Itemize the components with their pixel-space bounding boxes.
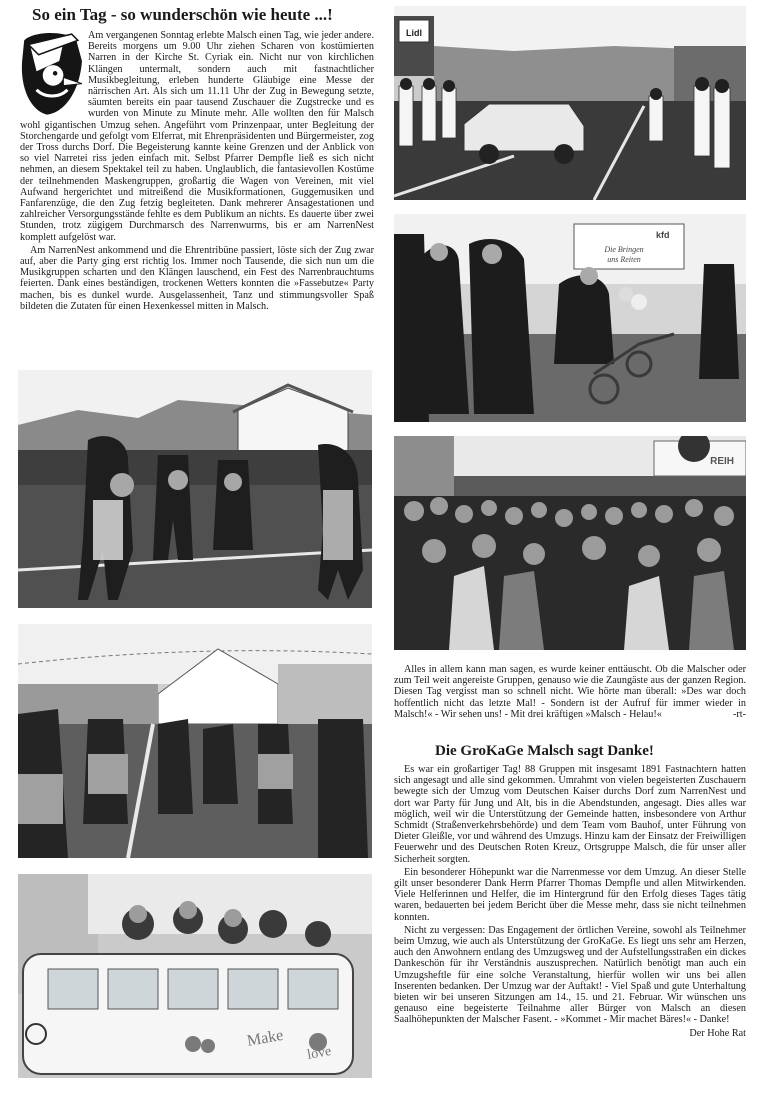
photo-parade-car-guards bbox=[394, 6, 746, 200]
thanks-signature: Der Hohe Rat bbox=[689, 1027, 746, 1039]
photo-parade-jesters bbox=[18, 370, 372, 608]
thanks-paragraph-3: Nicht zu vergessen: Das Engagement der örtlichen Vereine, sowohl als Teilnehmer beim Umzug, wie auch als Unterstützung der GroKaGe. Es liegt uns sehr am Herzen, auch den Anwohnern entlang des Umzugsweg und der Aufstellungsstraßen ein dickes Dankeschön für ihr Verständnis auszusprechen. Natürlich benötigt man auch ein Umzugsheftle für eine solche Veranstaltung, hierfür wollen wir uns bei allen Inserenten bedanken. Der Umzug war der Auftakt! - Viel Spaß und gute Unterhaltung bieten wir bei unseren Sitzungen am 14., 15. und 21. Februar. Wir wünschen uns genauso eine begeisterte Teilnahme aller Bürger von Malsch an diesen Saalhöhepunkten der Malscher Fasent. - »Kommet - Mir machet Bäres!« - Danke! bbox=[394, 924, 746, 1026]
article-paragraph-2: Am NarrenNest ankommend und die Ehrentribüne passiert, löste sich der Zug zwar auf, aber die Party ging erst richtig los. Immer noch Tausende, die sich nun um die Musikgruppen scharten und den Klängen lauschend, ein Fest des Narrenbrauchtums feierten. Dank eines beständigen, trockenen Wetters konnten die »Fassebutze« Party machen, bis es dunkel wurde. Ausgelassenheit, Tanz und stimmungsvoller Spaß bildeten die Zutaten für einen Hexenkessel mitten in Malsch. bbox=[20, 244, 374, 312]
article-paragraph-1: Am vergangenen Sonntag erlebte Malsch einen Tag, wie jeder andere. Bereits morgens um 9.00 Uhr ziehen Scharen von kostümierten Narren in der Kirche St. Cyriak ein. Nicht nur von kirchlichen Klängen untermalt, sondern auch mit fastnachtlicher Musikbegleitung, erleben hunderte Gläubige eine Messe der närrischen Art. Als sich um 11.11 Uhr der Zug in Bewegung setzte, säumten bereits ein paar tausend Zuschauer die Zugstrecke und es wurden von Minute zu Minute mehr. Alle wollten den für Malsch wohl gigantischen Umzug sehen. Angeführt vom Prinzenpaar, unter Begleitung der Storchengarde und gefolgt vom Elferrat, mit Ehrenpräsidenten und Bürgermeister, zog der Tross durchs Dorf. Die Begeisterung kannte keine Grenzen und der Anblick von so viel Narretei riss jeden einfach mit. Selbst Pfarrer Dempfle ließ es sich nicht nehmen, an diesem Spektakel teil zu haben. Unglaublich, die fantasievollen Kostüme der teilnehmenden Maskengruppen, großartig die Wagen von Vereinen, mit viel Aufwand hergerichtet und mitreißend die Musikformationen, Guggemusiken und Fanfarenzüge, die den Zug fetzig begleiteten. Dank mehrerer Ansagestationen und zahlreicher Versorgungsstände fehlte es dem Publikum an nichts. Es dauerte über zwei Stunden, trotz zügigem Durchmarsch des Narrenwurms, bis er am NarrenNest komplett aufgelöst war. bbox=[20, 30, 374, 243]
conclusion-block bbox=[394, 664, 746, 722]
bus-lettering: Make bbox=[245, 1026, 285, 1050]
photo-parade-witches bbox=[18, 624, 372, 858]
photo-wagon-banner bbox=[394, 214, 746, 422]
kfd-sign: kfd bbox=[656, 230, 670, 240]
thanks-paragraph-1: Es war ein großartiger Tag! 88 Gruppen mit insgesamt 1891 Fastnachtern hatten sich angesagt und alle sind gekommen. Umrahmt von vielen begeisterten Zuschauern bewegte sich der Umzug vom Deutschen Kaiser durchs Dorf zum NarrenNest und dort war Party für Jung und Alt, bis in die Abendstunden, angesagt. Dies alles war möglich, weil wir die Unterstützung der Gemeinde hatten, insbesondere von Arthur Schmidt (Straßenverkehrsbehörde) und dem Team vom Bauhof, unter Führung von Dieter Gleißle, vor und während des Umzugs. Hinzu kam der Einsatz der Freiwilligen Feuerwehr und des Deutschen Roten Kreuz, Ortsgruppe Malsch, die für unser aller Sicherheit sorgten. bbox=[394, 764, 746, 865]
bus-lettering-2: love bbox=[306, 1043, 333, 1063]
article-title: So ein Tag - so wunderschön wie heute ...! bbox=[32, 5, 333, 24]
lidl-sign: Lidl bbox=[406, 28, 422, 38]
conclusion-author: -rt- bbox=[732, 708, 746, 720]
thanks-paragraph-2: Ein besonderer Höhepunkt war die Narrenmesse vor dem Umzug. An dieser Stelle gilt unser besonderer Dank Herrn Pfarrer Thomas Dempfle und allen Mitwirkenden. Viele Helferinnen und Helfer, die im Hintergrund für den Erfolg dieses Tages tätig waren, bedauerten bei jedem Bericht über die Messe mehr, dass sie nicht teilnehmen konnten. bbox=[394, 866, 746, 923]
thanks-body bbox=[394, 764, 746, 1039]
banner-text-2: uns Reiten bbox=[607, 255, 641, 264]
thanks-title: Die GroKaGe Malsch sagt Danke! bbox=[435, 743, 654, 759]
tent-sign: REIH bbox=[710, 456, 734, 467]
article-body bbox=[20, 30, 374, 314]
stork-logo-icon bbox=[18, 30, 84, 114]
photo-vw-bus-float bbox=[18, 874, 372, 1078]
conclusion-paragraph: Alles in allem kann man sagen, es wurde keiner enttäuscht. Ob die Malscher oder zum Teil weit angereiste Gruppen, genauso wie die Zaungäste aus der ganzen Region. Diesen Tag vergisst man so schnell nicht. Wie hörte man überall: »Des war doch hoffentlich nicht das letzte Mal! - Sondern ist der Aufruf für immer wieder in Malsch!« - Wir sehen uns! - Mit drei kräftigen »Malsch - Helau!« -rt- bbox=[394, 664, 746, 720]
photo-crowd bbox=[394, 436, 746, 650]
banner-text: Die Bringen bbox=[604, 245, 644, 254]
